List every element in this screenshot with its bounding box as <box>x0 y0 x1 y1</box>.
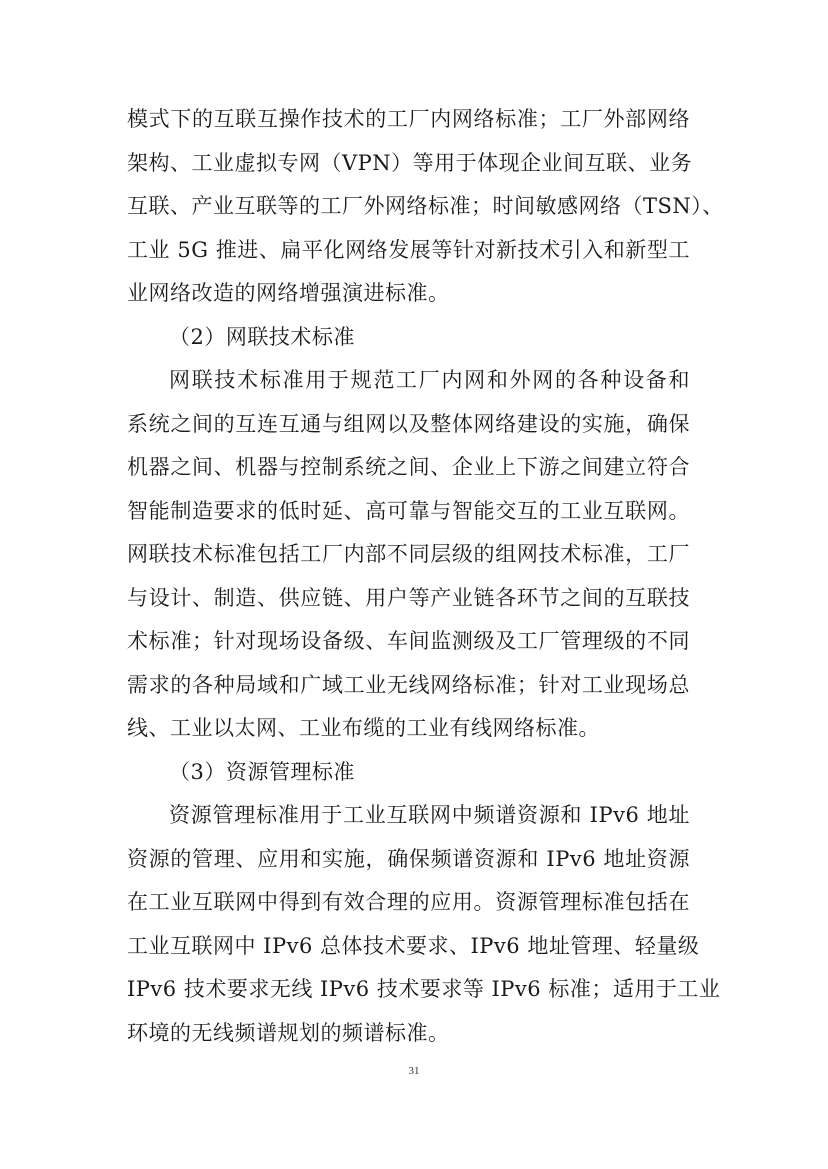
section-heading-3: （3）资源管理标准 <box>169 759 355 784</box>
paragraph-line: 业网络改造的网络增强演进标准。 <box>127 281 450 305</box>
paragraph-line: 网联技术标准用于规范工厂内网和外网的各种设备和 <box>169 368 690 392</box>
body-text <box>127 98 724 1055</box>
paragraph-line: 架构、工业虚拟专网（VPN）等用于体现企业间互联、业务 <box>127 150 693 175</box>
paragraph-line: 与设计、制造、供应链、用户等产业链各环节之间的互联技 <box>127 585 690 610</box>
paragraph-line: IPv6 技术要求无线 IPv6 技术要求等 IPv6 标准；适用于工业 <box>127 977 721 1001</box>
paragraph-line: 在工业互联网中得到有效合理的应用。资源管理标准包括在 <box>127 890 690 914</box>
paragraph-line: 系统之间的互连互通与组网以及整体网络建设的实施，确保 <box>127 411 690 436</box>
paragraph-line: 环境的无线频谱规划的频谱标准。 <box>127 1020 450 1045</box>
paragraph-line: 术标准；针对现场设备级、车间监测级及工厂管理级的不同 <box>127 629 690 653</box>
page-number: 31 <box>408 1065 420 1077</box>
section-heading-2: （2）网联技术标准 <box>169 324 355 349</box>
paragraph-line: 网联技术标准包括工厂内部不同层级的组网技术标准，工厂 <box>127 542 690 566</box>
paragraph-line: 机器之间、机器与控制系统之间、企业上下游之间建立符合 <box>127 455 690 479</box>
paragraph-line: 资源管理标准用于工业互联网中频谱资源和 IPv6 地址 <box>169 803 690 827</box>
paragraph-line: 模式下的互联互操作技术的工厂内网络标准；工厂外部网络 <box>127 107 690 131</box>
paragraph-line: 资源的管理、应用和实施，确保频谱资源和 IPv6 地址资源 <box>127 846 690 871</box>
paragraph-line: 线、工业以太网、工业布缆的工业有线网络标准。 <box>127 716 600 740</box>
paragraph-line: 互联、产业互联等的工厂外网络标准；时间敏感网络（TSN）、 <box>127 194 724 218</box>
paragraph-line: 需求的各种局域和广域工业无线网络标准；针对工业现场总 <box>127 672 690 697</box>
paragraph-line: 工业 5G 推进、扁平化网络发展等针对新技术引入和新型工 <box>127 237 690 262</box>
paragraph-line: 智能制造要求的低时延、高可靠与智能交互的工业互联网。 <box>127 498 690 523</box>
paragraph-line: 工业互联网中 IPv6 总体技术要求、IPv6 地址管理、轻量级 <box>127 933 700 958</box>
